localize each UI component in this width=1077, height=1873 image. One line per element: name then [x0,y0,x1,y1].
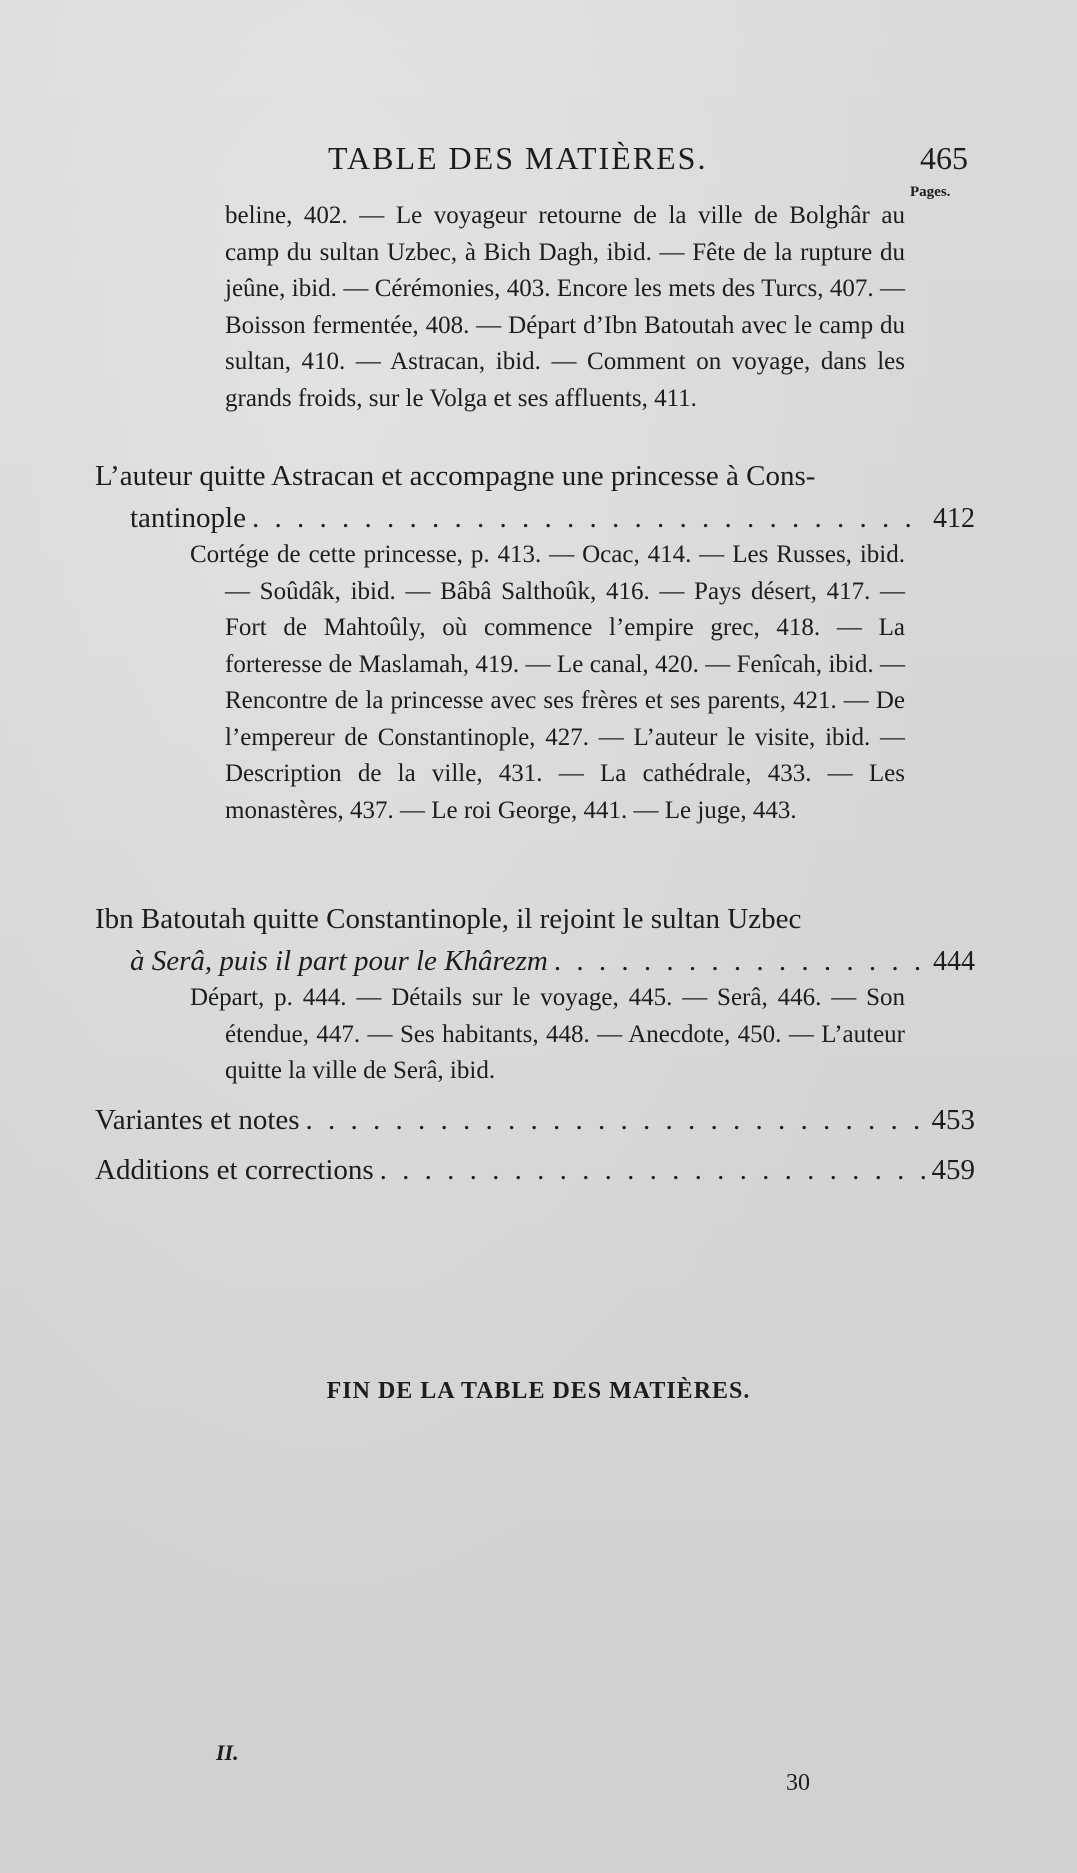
page-header [0,140,1077,200]
toc-entry-title: Variantes et notes [95,1104,300,1136]
toc-entry [95,1104,975,1137]
folio-number: 30 [786,1770,810,1796]
toc-detail-paragraph: Départ, p. 444. — Détails sur le voyage, 445. — Serâ, 446. — Son étendue, 447. — Ses habitants, 448. — Anecdote, 450. — L’auteur quitte la ville de Serâ, ibid. [190,984,905,1084]
pages-column-label: Pages. [910,184,951,200]
dot-leader [380,1154,926,1187]
toc-entry-page: 444 [933,946,975,977]
signature-mark: II. [216,1740,239,1765]
toc-entry-page: 459 [931,1154,975,1186]
toc-entry-page: 453 [931,1104,975,1136]
toc-detail-paragraph: beline, 402. — Le voyageur retourne de la ville de Bolghâr au camp du sultan Uzbec, à Bich Dagh, ibid. — Fête de la rupture du jeûne, ibid. — Cérémonies, 403. Encore les mets des Turcs, 407. — Boisson fermentée, 408. — Départ d’Ibn Batoutah avec le camp du sultan, 410. — Astracan, ibid. — Comment on voyage, dans les grands froids, sur le Volga et ses affluents, 411. [225,202,905,412]
toc-entry-page: 412 [933,503,975,534]
toc-entry-title: Ibn Batoutah quitte Constantinople, il rejoint le sultan Uzbec [95,903,802,935]
toc-entry [95,1154,975,1187]
toc-entry [95,455,975,540]
toc-entry-title: L’auteur quitte Astracan et accompagne une princesse à Cons- [95,460,816,492]
end-of-table-heading: FIN DE LA TABLE DES MATIÈRES. [326,1378,751,1404]
toc-entry [95,898,975,983]
running-title: TABLE DES MATIÈRES. [328,140,708,176]
dot-leader [306,1104,926,1137]
toc-entry-title: Additions et corrections [95,1154,374,1186]
toc-detail-paragraph: Cortége de cette princesse, p. 413. — Ocac, 414. — Les Russes, ibid. — Soûdâk, ibid. — Bâbâ Salthoûk, 416. — Pays désert, 417. — Fort de Mahtoûly, où commence l’empire grec, 418. — La forteresse de Maslamah, 419. — Le canal, 420. — Fenîcah, ibid. — Rencontre de la princesse avec ses frères et ses parents, 421. — De l’empereur de Constantinople, 427. — L’auteur le visite, ibid. — Description de la ville, 431. — La cathédrale, 433. — Les monastères, 437. — Le roi George, 441. — Le juge, 443. [190,541,905,824]
dot-leader [252,497,927,539]
toc-entry-title-continued: à Serâ, puis il part pour le Khârezm [130,945,548,977]
toc-entry-title-continued: tantinople [130,502,246,534]
dot-leader [554,940,927,982]
page-number: 465 [920,140,968,176]
